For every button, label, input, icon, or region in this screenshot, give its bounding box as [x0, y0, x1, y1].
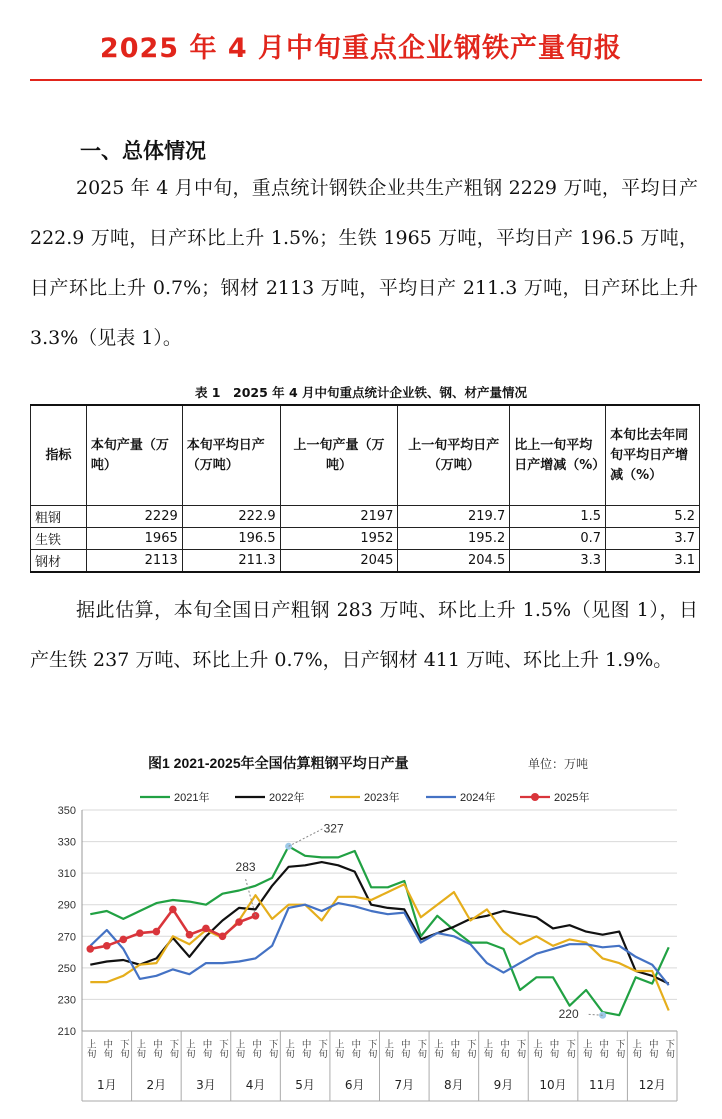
production-table — [30, 404, 700, 573]
x-tick-label: 中旬 — [398, 1039, 410, 1058]
col-header-change: 比上一旬平均日产增减（%） — [510, 405, 606, 506]
legend-label: 2024年 — [460, 792, 496, 804]
table-row — [31, 550, 700, 573]
x-tick-label: 上旬 — [630, 1039, 642, 1058]
table-cell: 2229 — [86, 506, 182, 528]
series-line-2023年 — [90, 884, 668, 1010]
annotation-label: 327 — [323, 821, 344, 836]
month-label: 10月 — [539, 1078, 567, 1092]
x-tick-label: 下旬 — [464, 1039, 476, 1058]
month-label: 2月 — [146, 1078, 167, 1092]
table-cell: 3.7 — [606, 528, 700, 550]
month-label: 3月 — [196, 1078, 216, 1092]
table-cell: 196.5 — [182, 528, 280, 550]
table-cell: 211.3 — [182, 550, 280, 573]
month-label: 8月 — [444, 1078, 464, 1092]
data-point — [120, 936, 128, 944]
table-cell: 5.2 — [606, 506, 700, 528]
x-tick-label: 中旬 — [497, 1039, 509, 1058]
x-tick-label: 上旬 — [332, 1039, 344, 1058]
y-tick-label: 290 — [57, 899, 76, 912]
table-cell: 1.5 — [510, 506, 606, 528]
chart-unit-label: 单位：万吨 — [528, 757, 589, 771]
x-tick-label: 上旬 — [233, 1039, 245, 1058]
y-tick-label: 270 — [57, 931, 76, 944]
x-tick-label: 中旬 — [547, 1039, 559, 1058]
x-tick-label: 下旬 — [514, 1039, 526, 1058]
data-point — [86, 945, 94, 953]
col-header-indicator: 指标 — [31, 405, 87, 506]
table-cell: 0.7 — [510, 528, 606, 550]
x-tick-label: 下旬 — [216, 1039, 228, 1058]
x-tick-label: 中旬 — [349, 1039, 361, 1058]
table-cell: 204.5 — [398, 550, 510, 573]
x-tick-label: 下旬 — [365, 1039, 377, 1058]
table-cell: 1965 — [86, 528, 182, 550]
x-tick-label: 上旬 — [580, 1039, 592, 1058]
table-cell: 2113 — [86, 550, 182, 573]
x-tick-label: 上旬 — [382, 1039, 394, 1058]
table-cell: 2045 — [280, 550, 398, 573]
data-point — [136, 929, 144, 937]
month-label: 6月 — [344, 1078, 365, 1092]
table-row — [31, 528, 700, 550]
x-tick-label: 上旬 — [183, 1039, 195, 1058]
data-point — [219, 932, 227, 940]
month-label: 12月 — [638, 1078, 666, 1092]
paragraph-estimate: 据此估算，本旬全国日产粗钢 283 万吨、环比上升 1.5%（见图 1），日产生铁 237 万吨、环比上升 0.7%，日产钢材 411 万吨、环比上升 1.9%。 — [30, 599, 698, 671]
x-tick-label: 下旬 — [663, 1039, 675, 1058]
table-cell: 2197 — [280, 506, 398, 528]
legend-label: 2023年 — [364, 792, 400, 804]
report-title: 2025 年 4 月中旬重点企业钢铁产量旬报 — [99, 33, 623, 64]
x-tick-label: 下旬 — [564, 1039, 576, 1058]
table-cell: 1952 — [280, 528, 398, 550]
table-caption: 表 1 2025 年 4 月中旬重点统计企业铁、钢、材产量情况 — [194, 385, 528, 400]
col-header-daily: 本旬平均日产（万吨） — [182, 405, 280, 506]
y-tick-label: 330 — [57, 836, 76, 849]
x-tick-label: 中旬 — [101, 1039, 113, 1058]
table-cell: 钢材 — [31, 550, 87, 573]
x-tick-label: 中旬 — [200, 1039, 212, 1058]
x-tick-label: 下旬 — [613, 1039, 625, 1058]
month-label: 9月 — [493, 1078, 514, 1092]
x-tick-label: 中旬 — [250, 1039, 262, 1058]
y-tick-label: 310 — [57, 868, 76, 881]
table-row — [31, 506, 700, 528]
x-tick-label: 中旬 — [646, 1039, 658, 1058]
table-cell: 生铁 — [31, 528, 87, 550]
legend-label: 2022年 — [269, 792, 305, 804]
month-label: 1月 — [96, 1078, 117, 1092]
data-point — [153, 928, 161, 936]
annotation-label: 283 — [235, 859, 256, 874]
x-tick-label: 下旬 — [167, 1039, 179, 1058]
x-tick-label: 上旬 — [84, 1039, 96, 1058]
col-header-yoy: 本旬比去年同旬平均日产增减（%） — [606, 405, 700, 506]
col-header-prev-output: 上一旬产量（万吨） — [280, 405, 398, 506]
x-tick-label: 中旬 — [150, 1039, 162, 1058]
title-divider — [30, 79, 702, 81]
x-tick-label: 下旬 — [266, 1039, 278, 1058]
x-tick-label: 上旬 — [431, 1039, 443, 1058]
data-point — [235, 918, 243, 926]
section-heading: 一、总体情况 — [80, 139, 206, 163]
month-label: 11月 — [588, 1078, 617, 1092]
x-tick-label: 下旬 — [117, 1039, 129, 1058]
paragraph-overview: 2025 年 4 月中旬，重点统计钢铁企业共生产粗钢 2229 万吨，平均日产 222.9 万吨，日产环比上升 1.5%；生铁 1965 万吨，平均日产 196.5 万吨，日产环比上升 0.7%；钢材 2113 万吨，平均日产 211.3 万吨，日产环比上升 3.3%（见表 1）。 — [30, 177, 698, 349]
data-point — [186, 931, 194, 939]
table-cell: 222.9 — [182, 506, 280, 528]
y-tick-label: 250 — [57, 962, 76, 975]
table-cell: 3.1 — [606, 550, 700, 573]
month-label: 5月 — [295, 1078, 315, 1092]
x-tick-label: 上旬 — [481, 1039, 493, 1058]
x-tick-label: 下旬 — [316, 1039, 328, 1058]
table-cell: 粗钢 — [31, 506, 87, 528]
x-tick-label: 下旬 — [415, 1039, 427, 1058]
annotation-label: 220 — [558, 1007, 579, 1022]
data-point — [202, 925, 210, 933]
month-label: 4月 — [245, 1078, 266, 1092]
y-tick-label: 230 — [57, 994, 76, 1007]
x-tick-label: 上旬 — [134, 1039, 146, 1058]
legend-label: 2021年 — [174, 792, 210, 804]
series-line-2022年 — [90, 859, 668, 984]
legend-marker — [531, 793, 539, 801]
x-tick-label: 中旬 — [597, 1039, 609, 1058]
table-cell: 195.2 — [398, 528, 510, 550]
legend-label: 2025年 — [554, 792, 590, 804]
table-cell: 3.3 — [510, 550, 606, 573]
x-tick-label: 上旬 — [283, 1039, 295, 1058]
x-tick-label: 中旬 — [448, 1039, 460, 1058]
table-cell: 219.7 — [398, 506, 510, 528]
x-tick-label: 上旬 — [531, 1039, 543, 1058]
annotation-leader — [289, 828, 324, 846]
y-tick-label: 210 — [57, 1026, 76, 1038]
data-point — [169, 906, 177, 914]
data-point — [103, 942, 111, 950]
daily-output-chart — [30, 745, 700, 1115]
x-tick-label: 中旬 — [299, 1039, 311, 1058]
col-header-output: 本旬产量（万吨） — [86, 405, 182, 506]
chart-title: 图1 2021-2025年全国估算粗钢平均日产量 — [148, 755, 409, 771]
y-tick-label: 350 — [57, 805, 76, 817]
col-header-prev-daily: 上一旬平均日产（万吨） — [398, 405, 510, 506]
month-label: 7月 — [394, 1078, 415, 1092]
